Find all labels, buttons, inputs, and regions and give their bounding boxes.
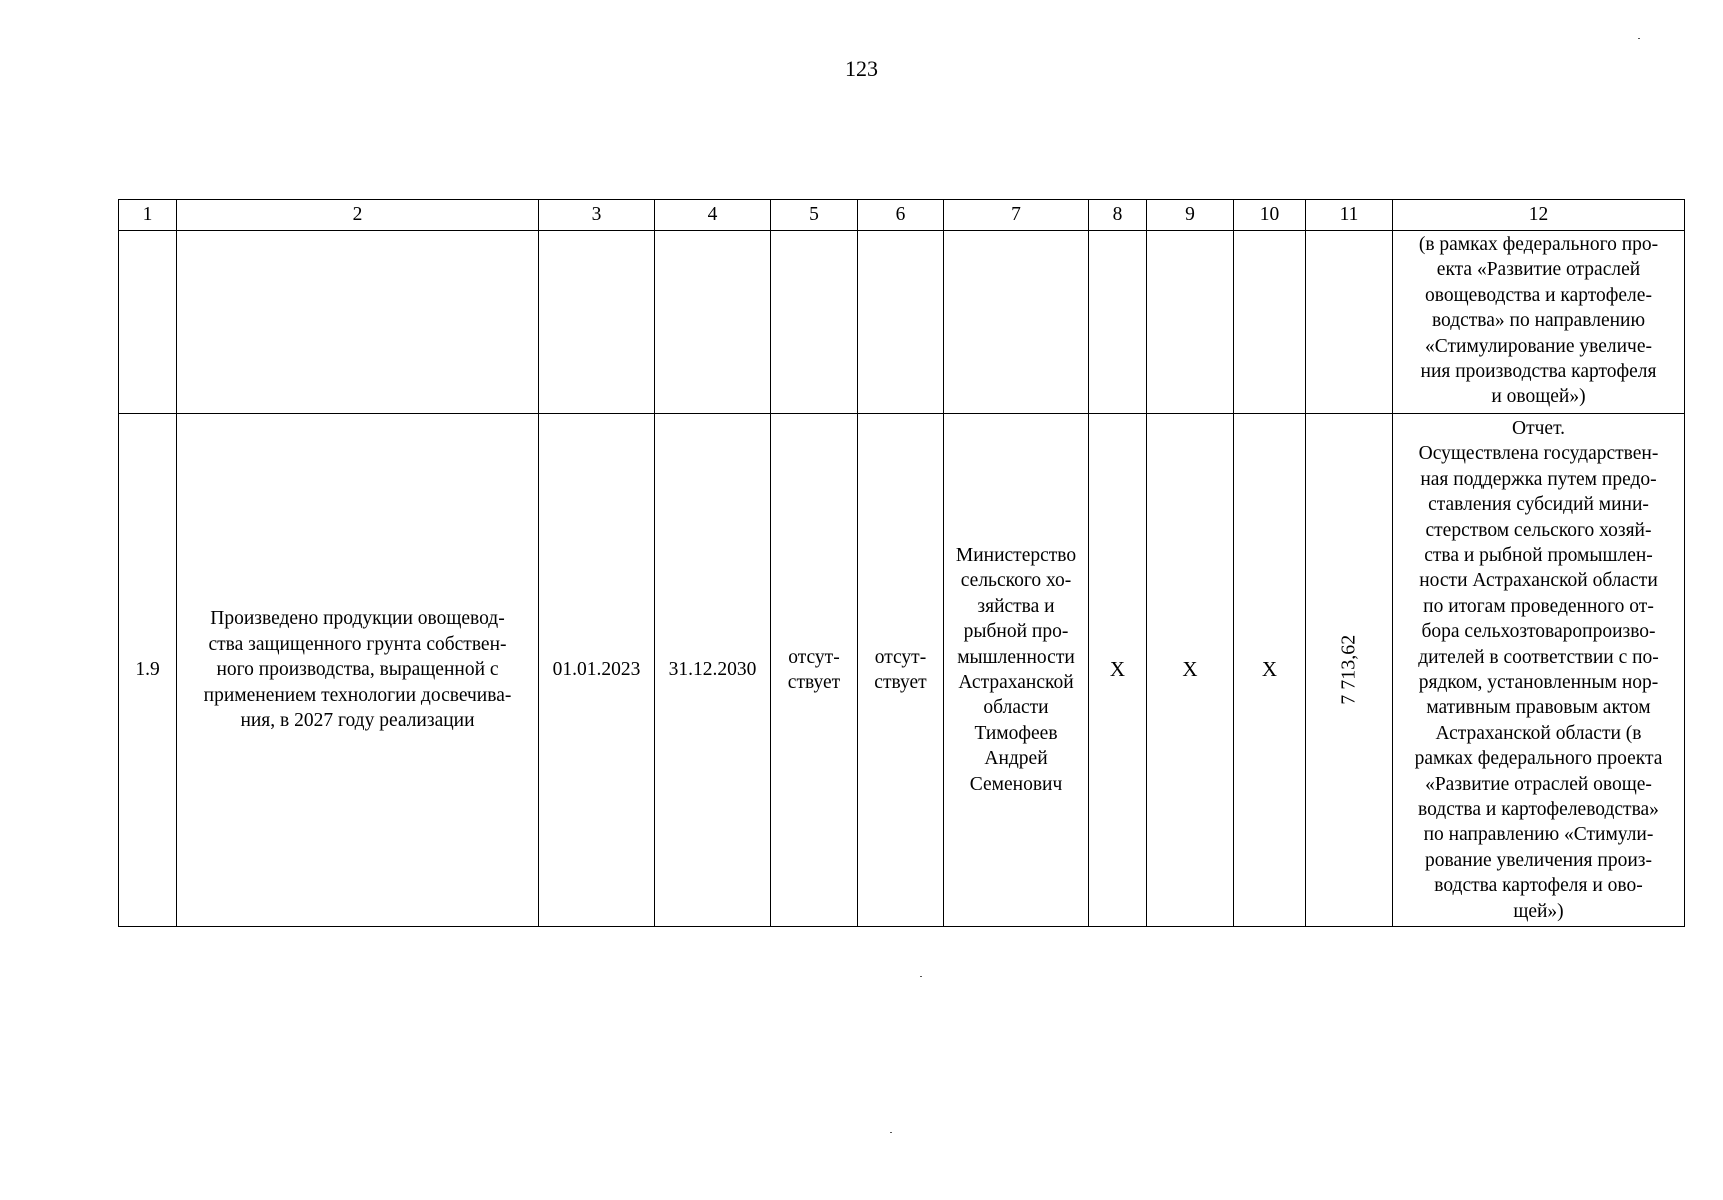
empty-cell <box>1306 231 1393 414</box>
result-note-line: ния производства картофеля <box>1420 361 1657 383</box>
result-note-line: дителей в соответствии с по- <box>1418 646 1659 668</box>
result-note-line: мативным правовым актом <box>1426 697 1651 719</box>
empty-cell <box>1089 231 1147 414</box>
result-note-line: рядком, установленным нор- <box>1418 672 1659 693</box>
result-note-line: стерством сельского хозяй- <box>1425 519 1652 541</box>
value-line: ствует <box>787 672 841 693</box>
description-line: Произведено продукции овощевод- <box>210 608 505 630</box>
empty-cell <box>177 231 539 414</box>
result-note-line: ная поддержка путем предо- <box>1420 468 1657 490</box>
executor-line: мышленности <box>957 646 1075 668</box>
result-note-line: ства и рыбной промышлен- <box>1424 544 1653 566</box>
result-note-line: Осуществлена государствен- <box>1418 443 1659 465</box>
report-table <box>118 199 1685 927</box>
column-number: 12 <box>1393 200 1685 231</box>
table-row-1-9 <box>119 414 1685 927</box>
result-note-line: (в рамках федерального про- <box>1418 234 1659 255</box>
end-date: 31.12.2030 <box>655 414 771 927</box>
item-number: 1.9 <box>119 414 177 927</box>
indicator-description <box>177 414 539 927</box>
value-line: отсут- <box>788 646 840 668</box>
empty-cell <box>858 231 944 414</box>
result-note-line: водства картофеля и ово- <box>1434 875 1643 897</box>
value-line: ствует <box>874 672 927 693</box>
result-note-line: по направлению «Стимули- <box>1423 824 1654 846</box>
table-row-continuation <box>119 231 1685 414</box>
result-note-line: овощеводства и картофеле- <box>1425 284 1652 306</box>
description-line: ного производства, выращенной с <box>216 659 499 681</box>
empty-cell <box>771 231 858 414</box>
result-note-line: Астраханской области (в <box>1435 722 1642 744</box>
result-note-cell <box>1393 414 1685 927</box>
executor-line: рыбной про- <box>963 621 1069 643</box>
result-note-line: водства» по направлению <box>1431 310 1646 332</box>
empty-cell <box>119 231 177 414</box>
start-date: 01.01.2023 <box>539 414 655 927</box>
executor-line: Андрей <box>984 748 1048 770</box>
result-note-line: и овощей») <box>1491 386 1586 408</box>
scan-speck <box>920 976 922 977</box>
result-note-line: водства и картофелеводства» <box>1418 799 1659 821</box>
result-note-line: екта «Развитие отраслей <box>1436 259 1641 281</box>
column-8-mark: X <box>1089 414 1147 927</box>
column-10-mark: X <box>1234 414 1306 927</box>
result-note-line: Отчет. <box>1512 417 1565 439</box>
column-number: 11 <box>1306 200 1393 231</box>
executor-line: Министерство <box>955 544 1077 566</box>
column-number: 3 <box>539 200 655 231</box>
funding-amount-cell <box>1306 414 1393 927</box>
executor-line: Тимофеев <box>974 722 1058 744</box>
description-line: ния, в 2027 году реализации <box>240 710 475 732</box>
page-number: 123 <box>845 56 878 81</box>
result-note-line: бора сельхозтоваропроизво- <box>1421 621 1656 643</box>
column-number: 6 <box>858 200 944 231</box>
empty-cell <box>1147 231 1234 414</box>
description-line: применением технологии досвечива- <box>203 684 512 706</box>
column-number: 2 <box>177 200 539 231</box>
executor-line: области <box>983 697 1049 719</box>
executor-line: Астраханской <box>958 672 1074 693</box>
result-note-line: рамках федерального проекта <box>1414 748 1663 770</box>
value-line: отсут- <box>874 646 927 668</box>
result-note-line: ности Астраханской области <box>1419 570 1658 592</box>
result-note-line: «Стимулирование увеличе- <box>1425 335 1652 357</box>
column-5-value <box>771 414 858 927</box>
scan-speck <box>1638 38 1640 39</box>
column-number-row <box>119 200 1685 231</box>
scan-speck <box>890 1132 892 1133</box>
column-number: 8 <box>1089 200 1147 231</box>
result-note-line: щей») <box>1513 900 1564 922</box>
description-line: ства защищенного грунта собствен- <box>208 633 507 655</box>
funding-amount: 7 713,62 <box>1337 635 1360 705</box>
empty-cell <box>944 231 1089 414</box>
column-number: 7 <box>944 200 1089 231</box>
empty-cell <box>539 231 655 414</box>
result-note-line: ставления субсидий мини- <box>1428 494 1649 516</box>
executor-line: Семенович <box>969 773 1063 795</box>
column-number: 10 <box>1234 200 1306 231</box>
column-number: 5 <box>771 200 858 231</box>
column-9-mark: X <box>1147 414 1234 927</box>
empty-cell <box>1234 231 1306 414</box>
column-6-value <box>858 414 944 927</box>
column-number: 1 <box>119 200 177 231</box>
result-note-cell <box>1393 231 1685 414</box>
executor-line: зяйства и <box>977 595 1055 617</box>
result-note-line: по итогам проведенного от- <box>1423 595 1654 617</box>
result-note-line: «Развитие отраслей овоще- <box>1425 773 1652 795</box>
responsible-executor <box>944 414 1089 927</box>
result-note-line: рование увеличения произ- <box>1425 849 1652 871</box>
column-number: 4 <box>655 200 771 231</box>
executor-line: сельского хо- <box>960 570 1072 592</box>
column-number: 9 <box>1147 200 1234 231</box>
empty-cell <box>655 231 771 414</box>
